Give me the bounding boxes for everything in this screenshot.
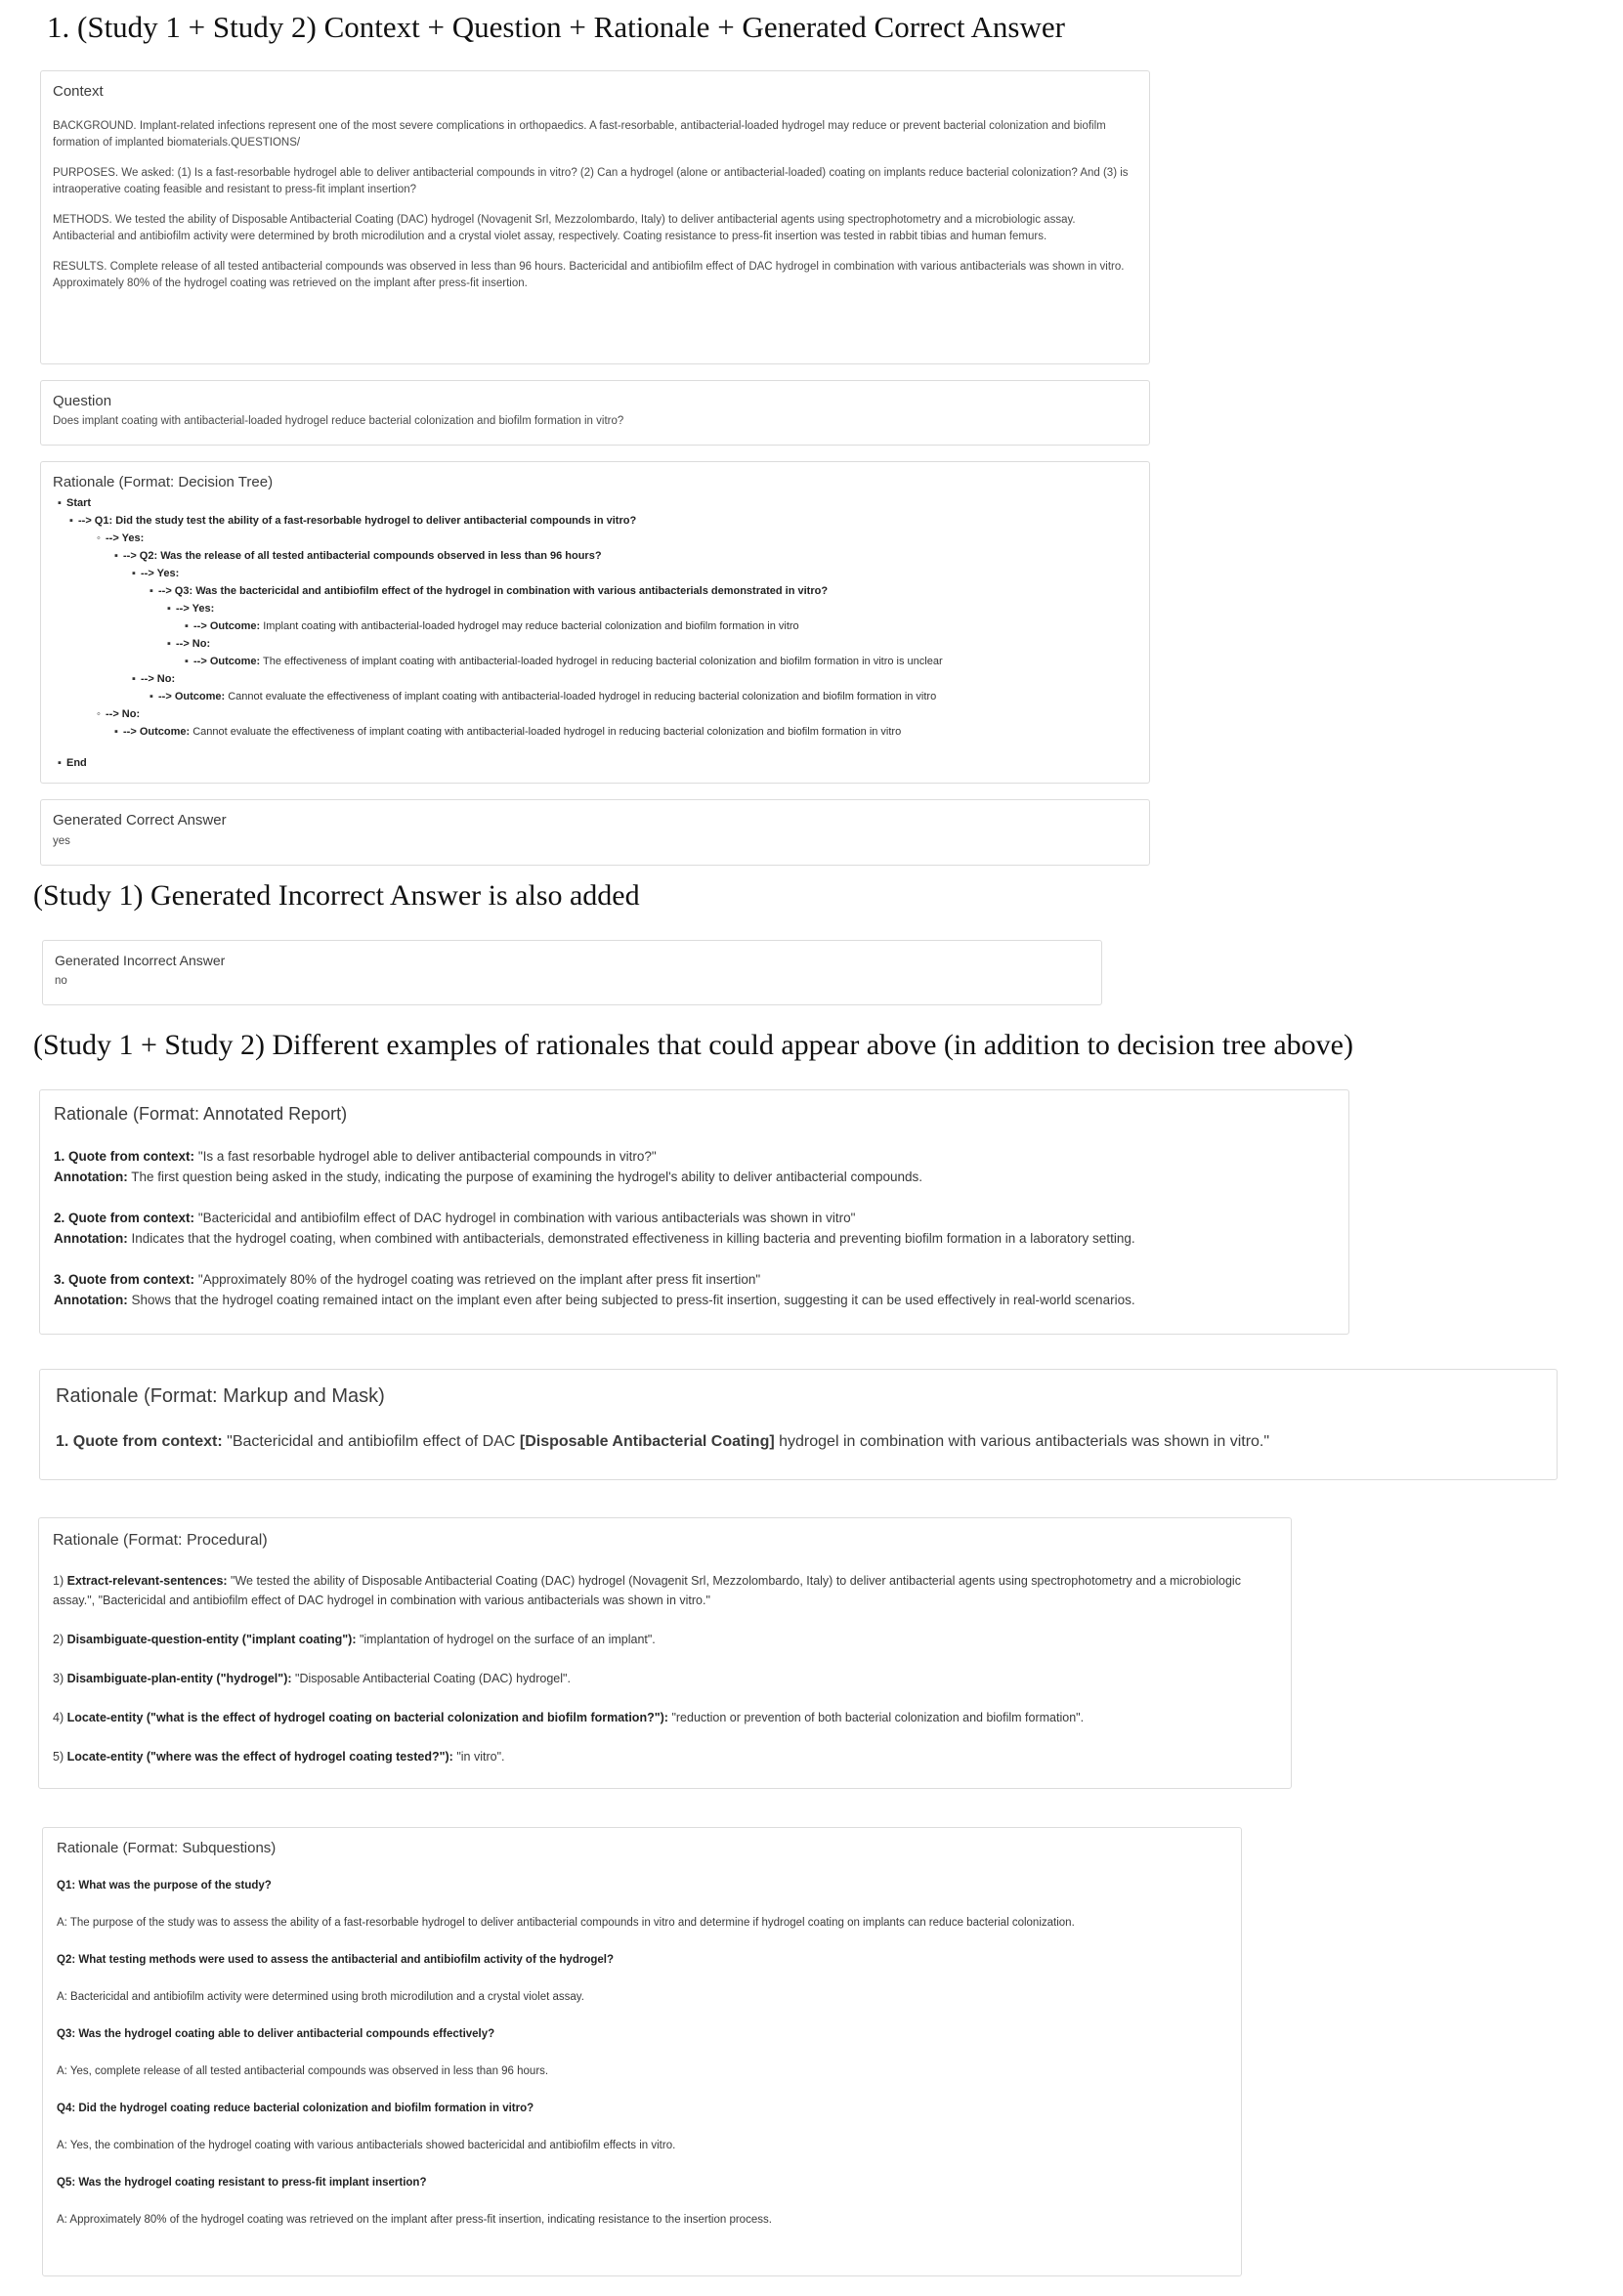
tree-start: Start — [66, 497, 92, 509]
tree-arrow: --> — [123, 726, 137, 738]
tree-arrow: --> — [158, 691, 172, 702]
quote-text: "Is a fast resorbable hydrogel able to deliver antibacterial compounds in vitro?" — [197, 1149, 657, 1164]
tree-outcome-q3-yes: Implant coating with antibacterial-loaded hydrogel may reduce bacterial colonization and biofilm formation in vitro — [263, 620, 799, 632]
step-number: 3) — [53, 1672, 64, 1685]
annotation-text: Indicates that the hydrogel coating, when combined with antibacterials, demonstrated effectiveness in killing bacteria and preventing biofilm formation in a laboratory setting. — [131, 1231, 1135, 1246]
step-text: "Disposable Antibacterial Coating (DAC) hydrogel". — [291, 1672, 571, 1685]
subanswer: A: Yes, complete release of all tested antibacterial compounds was observed in less than 96 hours. — [57, 2065, 549, 2077]
circle-bullet-icon: ◦ — [97, 708, 101, 720]
bullet-icon: ▪ — [167, 603, 171, 615]
annotated-item — [54, 1269, 1335, 1310]
procedural-card — [38, 1517, 1292, 1789]
bullet-icon: ▪ — [58, 757, 62, 769]
subanswer: A: Bactericidal and antibiofilm activity were determined using broth microdilution and a crystal violet assay. — [57, 1991, 584, 2003]
tree-outcome-q2-no: Cannot evaluate the effectiveness of implant coating with antibacterial-loaded hydrogel in reducing bacterial colonization and biofilm formation in vitro — [228, 691, 937, 702]
annotation-text: The first question being asked in the study, indicating the purpose of examining the hydrogel's ability to deliver antibacterial compounds. — [131, 1169, 923, 1184]
bullet-icon: ▪ — [69, 515, 73, 527]
tree-q2-no: --> No: — [141, 673, 176, 685]
question-card — [40, 380, 1150, 446]
question-title: Question — [53, 393, 112, 409]
tree-arrow: --> — [193, 656, 207, 667]
tree-q2: --> Q2: Was the release of all tested antibacterial compounds observed in less than 96 hours? — [123, 550, 602, 562]
decision-tree-card — [40, 461, 1150, 784]
decision-tree-title: Rationale (Format: Decision Tree) — [53, 474, 274, 490]
correct-answer-card — [40, 799, 1150, 866]
markup-mask-card — [39, 1369, 1558, 1480]
bullet-icon: ▪ — [114, 726, 118, 738]
quote-post: hydrogel in combination with various antibacterials was shown in vitro." — [774, 1433, 1270, 1450]
tree-outcome-q3-no: The effectiveness of implant coating with antibacterial-loaded hydrogel in reducing bacterial colonization and biofilm formation in vitro is unclear — [263, 656, 943, 667]
procedural-step — [53, 1747, 1277, 1766]
step-number: 5) — [53, 1750, 64, 1764]
tree-q2-yes: --> Yes: — [141, 568, 180, 579]
markup-quote — [56, 1431, 1541, 1453]
procedural-step — [53, 1708, 1277, 1727]
annotation-label: Annotation: — [54, 1231, 128, 1246]
bullet-icon: ▪ — [185, 620, 189, 632]
bullet-icon: ▪ — [132, 673, 136, 685]
decision-tree — [53, 494, 1137, 772]
tree-outcome-label: Outcome: — [174, 691, 226, 702]
annotated-item — [54, 1208, 1335, 1249]
step-number: 2) — [53, 1633, 64, 1646]
markup-mask-title: Rationale (Format: Markup and Mask) — [56, 1385, 385, 1407]
tree-outcome-label: Outcome: — [139, 726, 191, 738]
context-results: RESULTS. Complete release of all tested antibacterial compounds was observed in less than 96 hours. Bactericidal and antibiofilm effect of DAC hydrogel in combination with various antibacterials was shown in vitro. Approximately 80% of the hydrogel coating was retrieved on the implant after press-fit insertion. — [53, 261, 1125, 289]
subquestions-title: Rationale (Format: Subquestions) — [57, 1840, 277, 1856]
quote-label: 1. Quote from context: — [56, 1433, 223, 1450]
context-card — [40, 70, 1150, 364]
step-label: Locate-entity ("where was the effect of hydrogel coating tested?"): — [66, 1750, 453, 1764]
bullet-icon: ▪ — [149, 585, 153, 597]
tree-q1: --> Q1: Did the study test the ability of a fast-resorbable hydrogel to deliver antibacterial compounds in vitro? — [78, 515, 637, 527]
tree-outcome-q1-no: Cannot evaluate the effectiveness of implant coating with antibacterial-loaded hydrogel in reducing bacterial colonization and biofilm formation in vitro — [192, 726, 902, 738]
subanswer: A: Yes, the combination of the hydrogel coating with various antibacterials showed bactericidal and antibiofilm effects in vitro. — [57, 2140, 676, 2151]
subanswer: A: Approximately 80% of the hydrogel coating was retrieved on the implant after press-fit insertion, indicating resistance to the insertion process. — [57, 2214, 772, 2226]
context-title: Context — [53, 83, 104, 100]
subquestion: Q2: What testing methods were used to assess the antibacterial and antibiofilm activity of the hydrogel? — [57, 1954, 614, 1966]
subanswer: A: The purpose of the study was to assess the ability of a fast-resorbable hydrogel to deliver antibacterial compounds in vitro and determine if hydrogel coating on implants can reduce bacterial colonization. — [57, 1917, 1075, 1929]
context-background: BACKGROUND. Implant-related infections represent one of the most severe complications in orthopaedics. A fast-resorbable, antibacterial-loaded hydrogel may reduce or prevent bacterial colonization and biofilm formation of implanted biomaterials.QUESTIONS/ — [53, 120, 1106, 149]
procedural-step — [53, 1630, 1277, 1649]
step-label: Extract-relevant-sentences: — [66, 1574, 228, 1588]
procedural-step — [53, 1571, 1277, 1610]
item-number: 2. — [54, 1211, 65, 1225]
rationale-examples-heading: (Study 1 + Study 2) Different examples of rationales that could appear above (in addition to decision tree above) — [33, 1029, 1353, 1061]
tree-q3-yes: --> Yes: — [176, 603, 215, 615]
context-methods: METHODS. We tested the ability of Disposable Antibacterial Coating (DAC) hydrogel (Novagenit Srl, Mezzolombardo, Italy) to deliver antibacterial agents using spectrophotometry and a microbiologic assay. Antibacterial and antibiofilm activity were determined by broth microdilution and a crystal violet assay, respectively. Coating resistance to press-fit insertion was tested in rabbit tibias and human femurs. — [53, 214, 1076, 242]
correct-answer-value: yes — [53, 835, 70, 847]
tree-q3-no: --> No: — [176, 638, 211, 650]
subquestion: Q5: Was the hydrogel coating resistant to press-fit implant insertion? — [57, 2177, 427, 2189]
annotation-label: Annotation: — [54, 1293, 128, 1307]
item-number: 1. — [54, 1149, 65, 1164]
incorrect-answer-title: Generated Incorrect Answer — [55, 953, 226, 968]
correct-answer-title: Generated Correct Answer — [53, 812, 227, 829]
quote-label: Quote from context: — [68, 1272, 195, 1287]
quote-label: Quote from context: — [68, 1211, 195, 1225]
subquestion: Q3: Was the hydrogel coating able to deliver antibacterial compounds effectively? — [57, 2028, 495, 2040]
bullet-icon: ▪ — [167, 638, 171, 650]
step-label: Disambiguate-question-entity ("implant coating"): — [66, 1633, 357, 1646]
annotated-report-title: Rationale (Format: Annotated Report) — [54, 1104, 348, 1124]
annotation-label: Annotation: — [54, 1169, 128, 1184]
bullet-icon: ▪ — [58, 497, 62, 509]
step-number: 1) — [53, 1574, 64, 1588]
tree-q1-no: --> No: — [106, 708, 141, 720]
quote-text: "Bactericidal and antibiofilm effect of DAC hydrogel in combination with various antibacterials was shown in vitro" — [197, 1211, 856, 1225]
tree-arrow: --> — [193, 620, 207, 632]
bullet-icon: ▪ — [132, 568, 136, 579]
mask-text: [Disposable Antibacterial Coating] — [519, 1433, 775, 1450]
step-text: "in vitro". — [452, 1750, 505, 1764]
circle-bullet-icon: ◦ — [97, 532, 101, 544]
step-number: 4) — [53, 1711, 64, 1724]
question-text: Does implant coating with antibacterial-loaded hydrogel reduce bacterial colonization and biofilm formation in vitro? — [53, 415, 624, 427]
context-purposes: PURPOSES. We asked: (1) Is a fast-resorbable hydrogel able to deliver antibacterial compounds in vitro? (2) Can a hydrogel (alone or antibacterial-loaded) coating on implants reduce bacterial colonization? And (3) is intraoperative coating feasible and resistant to press-fit implant insertion? — [53, 167, 1129, 195]
bullet-icon: ▪ — [114, 550, 118, 562]
step-text: "We tested the ability of Disposable Antibacterial Coating (DAC) hydrogel (Novagenit Srl, Mezzolombardo, Italy) to deliver antibacterial agents using spectrophotometry and a microbiologic assay.", "Bactericidal and antibiofilm effect of DAC hydrogel in combination with various antibacterials was shown in vitro." — [53, 1574, 1241, 1607]
page-title: 1. (Study 1 + Study 2) Context + Question + Rationale + Generated Correct Answer — [47, 10, 1065, 44]
tree-outcome-label: Outcome: — [209, 656, 261, 667]
tree-outcome-label: Outcome: — [209, 620, 261, 632]
step-text: "implantation of hydrogel on the surface of an implant". — [356, 1633, 656, 1646]
step-label: Locate-entity ("what is the effect of hydrogel coating on bacterial colonization and biofilm formation?"): — [66, 1711, 668, 1724]
annotation-text: Shows that the hydrogel coating remained intact on the implant even after being subjected to press-fit insertion, suggesting it can be used effectively in real-world scenarios. — [131, 1293, 1135, 1307]
quote-pre: "Bactericidal and antibiofilm effect of DAC — [227, 1433, 520, 1450]
incorrect-answer-value: no — [55, 975, 67, 987]
step-text: "reduction or prevention of both bacterial colonization and biofilm formation". — [667, 1711, 1085, 1724]
quote-label: Quote from context: — [68, 1149, 195, 1164]
annotated-report-card — [39, 1089, 1349, 1335]
subquestions-card — [42, 1827, 1242, 2276]
step-label: Disambiguate-plan-entity ("hydrogel"): — [66, 1672, 292, 1685]
bullet-icon: ▪ — [149, 691, 153, 702]
procedural-step — [53, 1669, 1277, 1688]
subquestion: Q4: Did the hydrogel coating reduce bacterial colonization and biofilm formation in vitro? — [57, 2103, 534, 2114]
annotated-item — [54, 1146, 1335, 1187]
bullet-icon: ▪ — [185, 656, 189, 667]
procedural-title: Rationale (Format: Procedural) — [53, 1532, 268, 1549]
tree-q1-yes: --> Yes: — [106, 532, 145, 544]
incorrect-section-heading: (Study 1) Generated Incorrect Answer is also added — [33, 879, 640, 912]
incorrect-answer-card — [42, 940, 1102, 1005]
subquestion: Q1: What was the purpose of the study? — [57, 1880, 272, 1892]
tree-q3: --> Q3: Was the bactericidal and antibiofilm effect of the hydrogel in combination with various antibacterials demonstrated in vitro? — [158, 585, 829, 597]
item-number: 3. — [54, 1272, 65, 1287]
quote-text: "Approximately 80% of the hydrogel coating was retrieved on the implant after press fit insertion" — [197, 1272, 761, 1287]
tree-end: End — [66, 757, 87, 769]
